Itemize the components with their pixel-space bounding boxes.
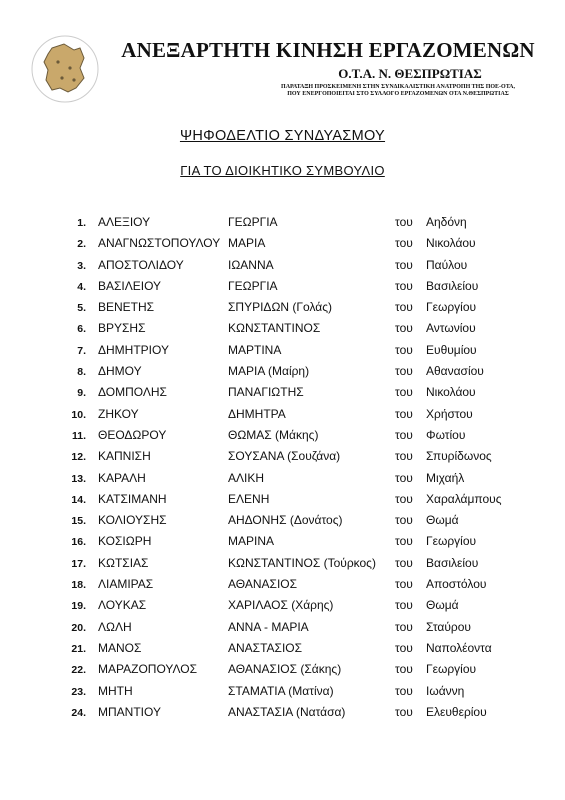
candidate-of-label: του	[395, 449, 413, 464]
candidate-of-label: του	[395, 427, 413, 442]
organization-subtitle: Ο.Τ.Α. Ν. ΘΕΣΠΡΩΤΙΑΣ	[338, 66, 482, 81]
candidate-row	[0, 321, 565, 342]
candidate-surname: ΑΝΑΓΝΩΣΤΟΠΟΥΛΟΥ	[98, 236, 221, 251]
candidate-father-name: Αποστόλου	[426, 577, 487, 592]
candidate-father-name: Χαραλάμπους	[426, 491, 502, 506]
candidate-of-label: του	[395, 364, 413, 379]
organization-title: ΑΝΕΞΑΡΤΗΤΗ ΚΙΝΗΣΗ ΕΡΓΑΖΟΜΕΝΩΝ	[121, 38, 535, 62]
candidate-of-label: του	[395, 555, 413, 570]
candidate-given-name: ΜΑΡΙΑ	[228, 236, 266, 251]
candidate-row	[0, 556, 565, 577]
organization-note-line: ΠΑΡΑΤΑΞΗ ΠΡΟΣΚΕΙΜΕΝΗ ΣΤΗΝ ΣΥΝΔΙΚΑΛΙΣΤΙΚΗ ΑΝΑΤΡΟΠΗ ΤΗΣ ΠΟΕ-ΟΤΑ,	[281, 84, 515, 90]
candidate-row	[0, 662, 565, 683]
candidate-number: 12.	[71, 451, 86, 464]
candidate-surname: ΜΗΤΗ	[98, 683, 133, 698]
candidate-row	[0, 364, 565, 385]
candidate-given-name: ΚΩΝΣΤΑΝΤΙΝΟΣ (Τούρκος)	[228, 555, 376, 570]
candidate-row	[0, 258, 565, 279]
candidate-father-name: Σπυρίδωνος	[426, 449, 492, 464]
candidate-number: 16.	[71, 536, 86, 549]
candidate-of-label: του	[395, 704, 413, 719]
candidate-father-name: Θωμά	[426, 513, 459, 528]
candidate-number: 6.	[77, 323, 86, 336]
candidate-number: 22.	[71, 664, 86, 677]
candidate-of-label: του	[395, 257, 413, 272]
candidate-number: 9.	[77, 387, 86, 400]
candidate-of-label: του	[395, 640, 413, 655]
candidate-number: 5.	[77, 302, 86, 315]
candidate-number: 17.	[71, 557, 86, 570]
candidate-father-name: Νικολάου	[426, 385, 476, 400]
candidate-number: 1.	[77, 217, 86, 229]
candidate-given-name: ΘΩΜΑΣ (Μάκης)	[228, 427, 319, 442]
candidate-given-name: ΑΗΔΟΝΗΣ (Δονάτος)	[228, 513, 343, 528]
candidate-father-name: Παύλου	[426, 257, 468, 272]
candidate-surname: ΒΑΣΙΛΕΙΟΥ	[98, 278, 162, 293]
candidate-number: 4.	[77, 280, 86, 293]
candidate-row	[0, 428, 565, 449]
candidate-row	[0, 236, 565, 257]
document-header	[0, 0, 565, 110]
candidate-father-name: Γεωργίου	[426, 300, 477, 315]
candidate-surname: ΒΕΝΕΤΗΣ	[98, 300, 155, 315]
candidate-row	[0, 492, 565, 513]
candidate-row	[0, 449, 565, 470]
candidate-number: 14.	[71, 493, 86, 506]
candidate-given-name: ΜΑΡΙΑ (Μαίρη)	[228, 364, 310, 379]
candidate-father-name: Σταύρου	[426, 619, 471, 634]
candidate-row	[0, 684, 565, 705]
candidate-given-name: ΠΑΝΑΓΙΩΤΗΣ	[228, 385, 304, 400]
candidate-number: 15.	[71, 515, 86, 528]
candidate-list	[0, 215, 565, 726]
candidate-father-name: Γεωργίου	[426, 662, 477, 677]
candidate-surname: ΛΩΛΗ	[98, 619, 132, 634]
candidate-number: 21.	[71, 642, 86, 655]
candidate-surname: ΖΗΚΟΥ	[98, 406, 139, 421]
candidate-given-name: ΕΛΕΝΗ	[228, 491, 270, 506]
candidate-row	[0, 343, 565, 364]
candidate-surname: ΔΟΜΠΟΛΗΣ	[98, 385, 167, 400]
candidate-given-name: ΙΩΑΝΝΑ	[228, 257, 274, 272]
candidate-father-name: Αθανασίου	[426, 364, 484, 379]
candidate-surname: ΚΑΡΑΛΗ	[98, 470, 146, 485]
candidate-surname: ΜΠΑΝΤΙΟΥ	[98, 704, 161, 719]
candidate-number: 8.	[77, 366, 86, 379]
candidate-surname: ΒΡΥΣΗΣ	[98, 321, 146, 336]
candidate-number: 10.	[71, 408, 86, 421]
candidate-surname: ΜΑΡΑΖΟΠΟΥΛΟΣ	[98, 662, 198, 677]
candidate-of-label: του	[395, 534, 413, 549]
candidate-of-label: του	[395, 278, 413, 293]
candidate-given-name: ΜΑΡΙΝΑ	[228, 534, 275, 549]
candidate-row	[0, 641, 565, 662]
candidate-given-name: ΓΕΩΡΓΙΑ	[228, 278, 278, 293]
candidate-given-name: ΑΘΑΝΑΣΙΟΣ (Σάκης)	[228, 662, 342, 677]
candidate-surname: ΜΑΝΟΣ	[98, 640, 142, 655]
candidate-given-name: ΑΝΑΣΤΑΣΙΑ (Νατάσα)	[228, 704, 346, 719]
candidate-surname: ΚΟΣΙΩΡΗ	[98, 534, 152, 549]
candidate-given-name: ΚΩΝΣΤΑΝΤΙΝΟΣ	[228, 321, 321, 336]
candidate-row	[0, 471, 565, 492]
candidate-surname: ΛΟΥΚΑΣ	[98, 598, 147, 613]
candidate-row	[0, 620, 565, 641]
candidate-number: 13.	[71, 472, 86, 485]
candidate-father-name: Χρήστου	[426, 406, 473, 421]
candidate-surname: ΛΙΑΜΙΡΑΣ	[98, 577, 154, 592]
organization-note-line: ΠΟΥ ΕΝΕΡΓΟΠΟΙΕΙΤΑΙ ΣΤΟ ΣΥΛΛΟΓΟ ΕΡΓΑΖΟΜΕΝΩΝ ΟΤΑ Ν.ΘΕΣΠΡΩΤΙΑΣ	[287, 91, 509, 97]
candidate-number: 3.	[77, 259, 86, 272]
candidate-surname: ΚΑΤΣΙΜΑΝΗ	[98, 491, 167, 506]
candidate-row	[0, 385, 565, 406]
ballot-subtitle: ΓΙΑ ΤΟ ΔΙΟΙΚΗΤΙΚΟ ΣΥΜΒΟΥΛΙΟ	[180, 163, 385, 178]
candidate-number: 7.	[77, 344, 86, 357]
candidate-number: 19.	[71, 600, 86, 613]
candidate-row	[0, 407, 565, 428]
candidate-of-label: του	[395, 342, 413, 357]
candidate-number: 18.	[71, 579, 86, 592]
candidate-row	[0, 577, 565, 598]
candidate-surname: ΘΕΟΔΩΡΟΥ	[98, 427, 167, 442]
candidate-father-name: Ευθυμίου	[426, 342, 477, 357]
candidate-of-label: του	[395, 513, 413, 528]
candidate-number: 11.	[71, 429, 86, 442]
candidate-given-name: ΑΝΝΑ - ΜΑΡΙΑ	[228, 619, 309, 634]
candidate-father-name: Μιχαήλ	[426, 470, 465, 485]
candidate-of-label: του	[395, 683, 413, 698]
candidate-given-name: ΑΛΙΚΗ	[228, 470, 265, 485]
candidate-father-name: Αντωνίου	[426, 321, 476, 336]
candidate-given-name: ΣΠΥΡΙΔΩΝ (Γολάς)	[228, 300, 332, 315]
candidate-given-name: ΧΑΡΙΛΑΟΣ (Χάρης)	[228, 598, 334, 613]
candidate-number: 23.	[71, 685, 86, 698]
candidate-row	[0, 300, 565, 321]
candidate-row	[0, 534, 565, 555]
candidate-father-name: Αηδόνη	[426, 215, 467, 229]
candidate-surname: ΔΗΜΗΤΡΙΟΥ	[98, 342, 169, 357]
candidate-surname: ΚΩΤΣΙΑΣ	[98, 555, 149, 570]
candidate-row	[0, 215, 565, 236]
candidate-of-label: του	[395, 491, 413, 506]
candidate-of-label: του	[395, 215, 413, 229]
candidate-father-name: Ναπολέοντα	[426, 640, 492, 655]
candidate-row	[0, 598, 565, 619]
candidate-given-name: ΔΗΜΗΤΡΑ	[228, 406, 286, 421]
candidate-given-name: ΣΤΑΜΑΤΙΑ (Ματίνα)	[228, 683, 334, 698]
candidate-given-name: ΓΕΩΡΓΙΑ	[228, 215, 278, 229]
candidate-of-label: του	[395, 300, 413, 315]
candidate-given-name: ΜΑΡΤΙΝΑ	[228, 342, 282, 357]
candidate-of-label: του	[395, 385, 413, 400]
candidate-of-label: του	[395, 619, 413, 634]
candidate-father-name: Ελευθερίου	[426, 704, 487, 719]
candidate-surname: ΔΗΜΟΥ	[98, 364, 142, 379]
candidate-of-label: του	[395, 577, 413, 592]
candidate-father-name: Γεωργίου	[426, 534, 477, 549]
candidate-surname: ΚΟΛΙΟΥΣΗΣ	[98, 513, 167, 528]
candidate-of-label: του	[395, 598, 413, 613]
candidate-row	[0, 279, 565, 300]
candidate-surname: ΑΛΕΞΙΟΥ	[98, 215, 151, 229]
candidate-surname: ΑΠΟΣΤΟΛΙΔΟΥ	[98, 257, 184, 272]
ballot-title: ΨΗΦΟΔΕΛΤΙΟ ΣΥΝΔΥΑΣΜΟΥ	[179, 128, 386, 144]
candidate-of-label: του	[395, 236, 413, 251]
candidate-of-label: του	[395, 406, 413, 421]
candidate-given-name: ΑΘΑΝΑΣΙΟΣ	[228, 577, 298, 592]
candidate-number: 24.	[71, 706, 86, 719]
thesprotia-map-logo	[30, 34, 100, 104]
candidate-father-name: Ιωάννη	[426, 683, 465, 698]
candidate-father-name: Θωμά	[426, 598, 459, 613]
candidate-father-name: Φωτίου	[426, 427, 466, 442]
candidate-row	[0, 705, 565, 726]
candidate-number: 2.	[77, 238, 86, 251]
candidate-of-label: του	[395, 321, 413, 336]
candidate-father-name: Βασιλείου	[426, 555, 479, 570]
candidate-given-name: ΣΟΥΣΑΝΑ (Σουζάνα)	[228, 449, 341, 464]
candidate-father-name: Νικολάου	[426, 236, 476, 251]
candidate-number: 20.	[71, 621, 86, 634]
candidate-of-label: του	[395, 470, 413, 485]
candidate-of-label: του	[395, 662, 413, 677]
candidate-row	[0, 513, 565, 534]
candidate-surname: ΚΑΠΝΙΣΗ	[98, 449, 151, 464]
candidate-given-name: ΑΝΑΣΤΑΣΙΟΣ	[228, 640, 303, 655]
candidate-father-name: Βασιλείου	[426, 278, 479, 293]
